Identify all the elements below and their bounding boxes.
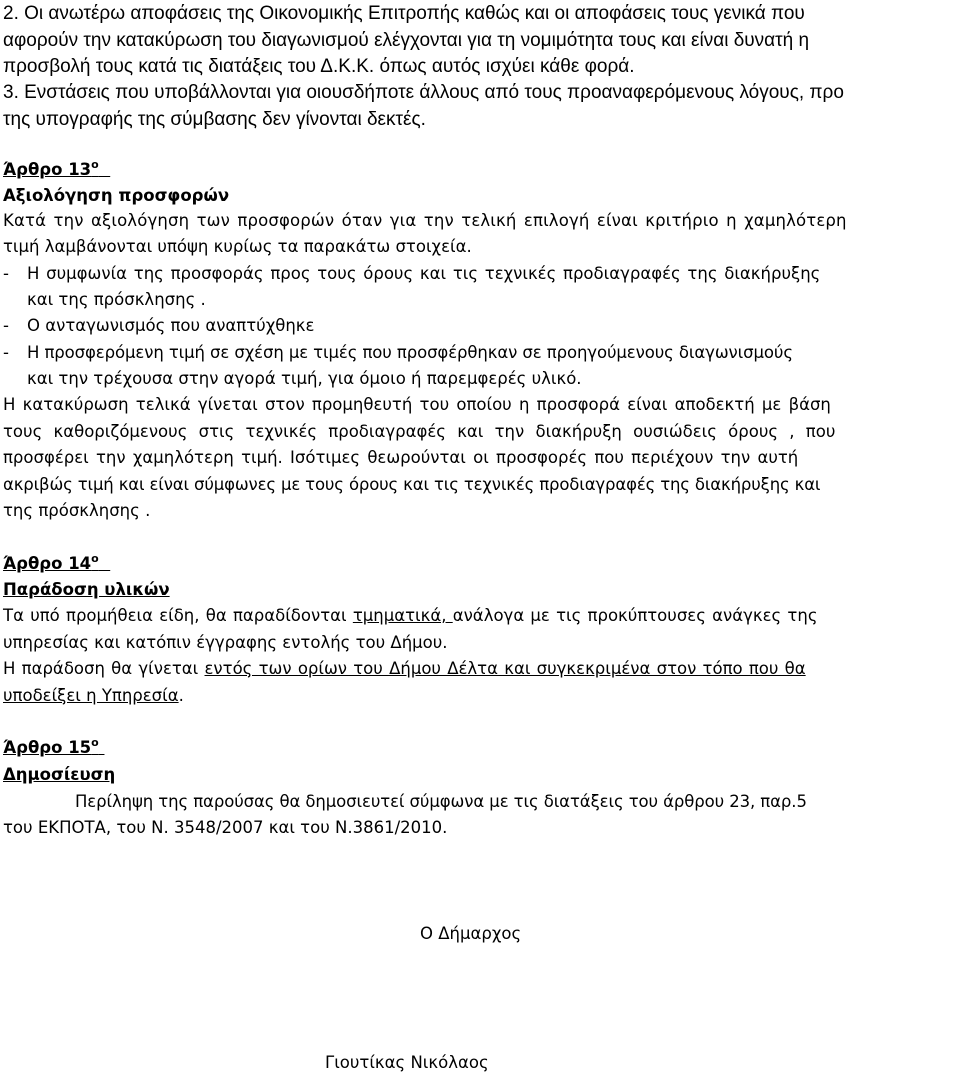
article-13-bullet-1-line-1: Η συμφωνία της προσφοράς προς τους όρους και τις τεχνικές προδιαγραφές της διακήρυξης [27,264,821,283]
bullet-dash-3: - [3,343,9,362]
article-13-p2-line-1: Η κατακύρωση τελικά γίνεται στον προμηθευτή του οποίου η προσφορά είναι αποδεκτή με βάση [3,395,831,414]
article-13-p1-line-2: τιμή λαμβάνονται υπόψη κυρίως τα παρακάτω στοιχεία. [3,237,472,256]
article-14-p2-line-2-period: . [178,686,184,705]
article-13-bullet-3-line-1: Η προσφερόμενη τιμή σε σχέση με τιμές που προσφέρθηκαν σε προηγούμενους διαγωνισμούς [27,343,793,362]
article-13-p2-line-2: τους καθοριζόμενους στις τεχνικές προδιαγραφές και την διακήρυξη ουσιώδεις όρους , που [3,422,836,441]
article-13-p2-line-5: της πρόσκλησης . [3,501,151,520]
article-14-p1-line-1 [3,605,818,627]
paragraph-2-line-3: προσβολή τους κατά τις διατάξεις του Δ.Κ.Κ. όπως αυτός ισχύει κάθε φορά. [3,56,635,77]
signer-name: Γιουτίκας Νικόλαος [325,1053,489,1072]
article-15-title-sup: ο [91,736,99,749]
article-15-p1-line-1: Περίληψη της παρούσας θα δημοσιευτεί σύμφωνα με τις διατάξεις του άρθρου 23, παρ.5 [75,792,807,811]
signer-role: Ο Δήμαρχος [420,924,522,943]
paragraph-2-line-2: αφορούν την κατακύρωση του διαγωνισμού ελέγχονται για τη νομιμότητα τους και είναι δυνατή η [3,30,810,51]
article-13-p2-line-3: προσφέρει την χαμηλότερη τιμή. Ισότιμες θεωρούνται οι προσφορές που περιέχουν την αυτή [3,448,799,467]
article-14-p1-text-a: Τα υπό προμήθεια είδη, θα παραδίδονται [3,606,353,625]
paragraph-3-line-2: της υπογραφής της σύμβασης δεν γίνονται δεκτές. [3,109,426,130]
article-14-p1-line-2: υπηρεσίας και κατόπιν έγγραφης εντολής του Δήμου. [3,633,448,652]
article-14-p1-text-c: ανάλογα με τις προκύπτουσες ανάγκες της [452,606,818,625]
article-15-title [3,737,104,759]
article-13-bullet-2-line-1: Ο ανταγωνισμός που αναπτύχθηκε [27,316,315,335]
article-15-title-text: Άρθρο 15 [3,738,92,757]
article-14-p2-text-underlined: εντός των ορίων του Δήμου Δέλτα και συγκεκριμένα στον τόπο που θα [204,659,806,678]
article-13-title-sup: ο [91,158,99,171]
article-14-p2-line-2 [3,685,184,707]
article-15-subtitle: Δημοσίευση [3,765,116,784]
article-14-p2-line-1 [3,658,806,680]
article-13-bullet-1-line-2: και της πρόσκλησης . [27,290,206,309]
bullet-dash-1: - [3,264,9,283]
article-14-p1-text-underlined: τμηματικά, [352,606,453,625]
article-15-p1-line-2: του ΕΚΠΟΤΑ, του Ν. 3548/2007 και του Ν.3861/2010. [3,818,448,837]
article-14-title-text: Άρθρο 14 [3,554,92,573]
paragraph-2-line-1: 2. Οι ανωτέρω αποφάσεις της Οικονομικής Επιτροπής καθώς και οι αποφάσεις τους γενικά που [3,3,805,24]
article-13-title-text: Άρθρο 13 [3,160,92,179]
article-13-subtitle: Αξιολόγηση προσφορών [3,186,230,205]
article-14-subtitle: Παράδοση υλικών [3,580,170,599]
article-14-title-sup: ο [91,552,99,565]
article-13-p1-line-1: Κατά την αξιολόγηση των προσφορών όταν για την τελική επιλογή είναι κριτήριο η χαμηλότερη [3,211,847,230]
article-14-p2-text-a: Η παράδοση θα γίνεται [3,659,205,678]
paragraph-3-line-1: 3. Ενστάσεις που υποβάλλονται για οιουσδήποτε άλλους από τους προαναφερόμενους λόγους, προ [3,82,844,103]
article-14-p2-line-2-underlined: υποδείξει η Υπηρεσία [3,686,179,705]
article-13-title [3,159,110,181]
article-14-title [3,553,110,575]
article-13-bullet-3-line-2: και την τρέχουσα στην αγορά τιμή, για όμοιο ή παρεμφερές υλικό. [27,369,582,388]
bullet-dash-2: - [3,316,9,335]
article-13-p2-line-4: ακριβώς τιμή και είναι σύμφωνες με τους όρους και τις τεχνικές προδιαγραφές της διακήρυξης και [3,475,821,494]
